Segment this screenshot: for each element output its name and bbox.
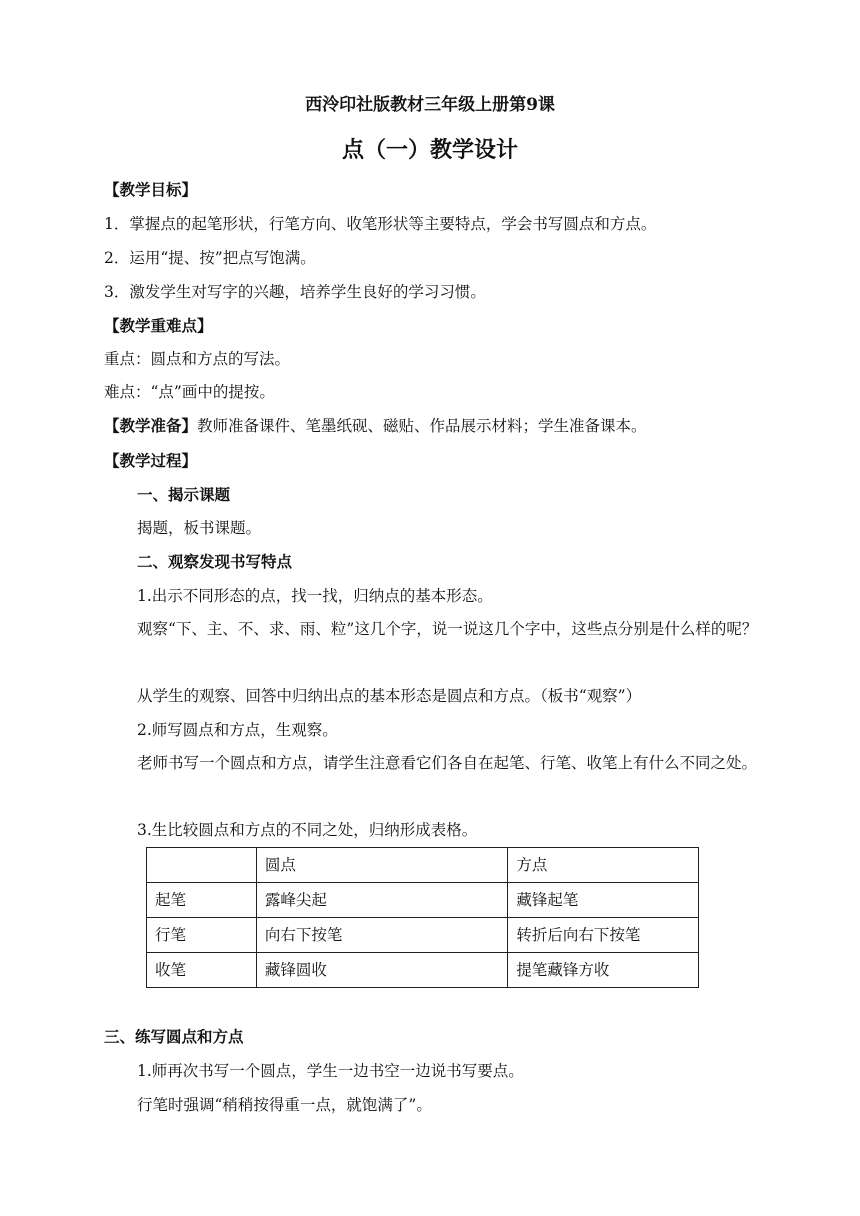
goal-item: 2．运用“提、按”把点写饱满。	[104, 249, 316, 267]
table-cell: 向右下按笔	[256, 918, 508, 953]
keypoints-heading: 【教学重难点】	[104, 316, 213, 335]
table-cell: 转折后向右下按笔	[508, 918, 699, 953]
prep-text: 教师准备课件、笔墨纸砚、磁贴、作品展示材料；学生准备课本。	[197, 417, 647, 435]
document-title: 点（一）教学设计	[341, 137, 518, 163]
table-cell: 藏锋圆收	[256, 953, 508, 988]
table-row	[147, 953, 699, 988]
table-cell: 露峰尖起	[256, 883, 508, 918]
goal-item: 1．掌握点的起笔形状，行笔方向、收笔形状等主要特点，学会书写圆点和方点。	[104, 215, 657, 233]
section-2-paragraph: 2.师写圆点和方点，生观察。	[137, 721, 338, 739]
table-cell: 起笔	[147, 883, 257, 918]
document-subtitle: 西泠印社版教材三年级上册第9课	[305, 95, 555, 115]
keypoint-difficulty: 难点：“点”画中的提按。	[104, 383, 275, 401]
process-heading: 【教学过程】	[104, 451, 198, 470]
prep-heading: 【教学准备】	[104, 416, 198, 435]
section-2-heading: 二、观察发现书写特点	[137, 552, 293, 571]
comparison-table	[146, 847, 699, 988]
table-cell: 提笔藏锋方收	[508, 953, 699, 988]
goal-item: 3．激发学生对写字的兴趣，培养学生良好的学习习惯。	[104, 283, 486, 301]
section-2-paragraph: 老师书写一个圆点和方点，请学生注意看它们各自在起笔、行笔、收笔上有什么不同之处。	[137, 754, 758, 772]
section-2-paragraph: 从学生的观察、回答中归纳出点的基本形态是圆点和方点。（板书“观察”）	[137, 687, 642, 705]
section-3-heading: 三、练写圆点和方点	[104, 1027, 244, 1046]
table-cell: 藏锋起笔	[508, 883, 699, 918]
keypoint-key: 重点：圆点和方点的写法。	[104, 350, 291, 368]
section-1-heading: 一、揭示课题	[137, 485, 231, 504]
table-header-cell: 圆点	[256, 848, 508, 883]
table-header-row	[147, 848, 699, 883]
goals-heading: 【教学目标】	[104, 180, 198, 199]
table-cell: 行笔	[147, 918, 257, 953]
section-2-paragraph: 观察“下、主、不、求、雨、粒”这几个字，说一说这几个字中，这些点分别是什么样的呢？	[137, 620, 758, 638]
section-3-paragraph: 行笔时强调“稍稍按得重一点，就饱满了”。	[137, 1096, 432, 1114]
section-3-paragraph: 1.师再次书写一个圆点，学生一边书空一边说书写要点。	[137, 1062, 524, 1080]
section-2-paragraph: 1.出示不同形态的点，找一找，归纳点的基本形态。	[137, 587, 493, 605]
table-header-cell	[147, 848, 257, 883]
prep-line	[104, 416, 764, 436]
table-row	[147, 883, 699, 918]
table-cell: 收笔	[147, 953, 257, 988]
table-row	[147, 918, 699, 953]
section-1-paragraph: 揭题，板书课题。	[137, 519, 262, 537]
section-2-paragraph: 3.生比较圆点和方点的不同之处，归纳形成表格。	[137, 821, 478, 839]
table-header-cell: 方点	[508, 848, 699, 883]
